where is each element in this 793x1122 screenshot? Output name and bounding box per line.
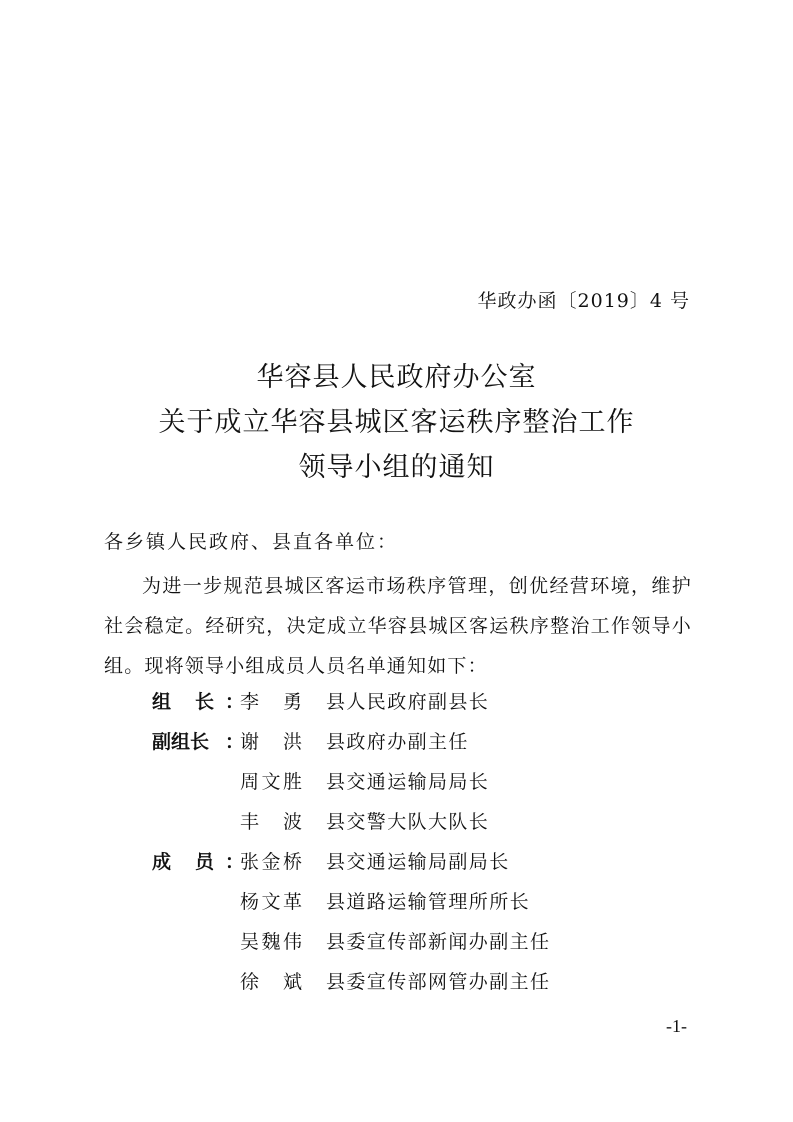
member-name: 谢洪 [240,731,302,753]
member-role: 成员 [152,851,214,873]
member-name: 李勇 [240,691,302,713]
body-paragraph: 为进一步规范县城区客运市场秩序管理，创优经营环境，维护社会稳定。经研究，决定成立华容县城区客运秩序整治工作领导小组。现将领导小组成员人员名单通知如下： [104,575,692,677]
document-number: 华政办函〔2019〕4 号 [477,290,690,312]
title-line-1: 华容县人民政府办公室 [256,362,537,393]
salutation: 各乡镇人民政府、县直各单位： [104,531,399,553]
title-line-3: 领导小组的通知 [298,452,495,483]
member-position: 县委宣传部网管办副主任 [326,971,551,993]
member-role-colon: ： [225,731,245,753]
member-position: 县人民政府副县长 [326,691,490,713]
member-name: 张金桥 [240,851,302,873]
member-role: 副组长 [152,731,210,753]
page-number: -1- [666,1016,687,1036]
member-position: 县政府办副主任 [326,731,469,753]
member-position: 县委宣传部新闻办副主任 [326,931,551,953]
member-position: 县交通运输局副局长 [326,851,510,873]
member-name: 丰波 [240,811,302,833]
member-name: 周文胜 [240,771,302,793]
member-role: 组长 [152,691,214,713]
member-position: 县交警大队大队长 [326,811,490,833]
member-role-colon: ： [225,851,245,873]
member-name: 徐斌 [240,971,302,993]
member-name: 杨文革 [240,891,302,913]
member-name: 吴魏伟 [240,931,302,953]
member-role-colon: ： [225,691,245,713]
member-position: 县道路运输管理所所长 [326,891,531,913]
member-position: 县交通运输局局长 [326,771,490,793]
title-line-2: 关于成立华容县城区客运秩序整治工作 [158,407,635,438]
